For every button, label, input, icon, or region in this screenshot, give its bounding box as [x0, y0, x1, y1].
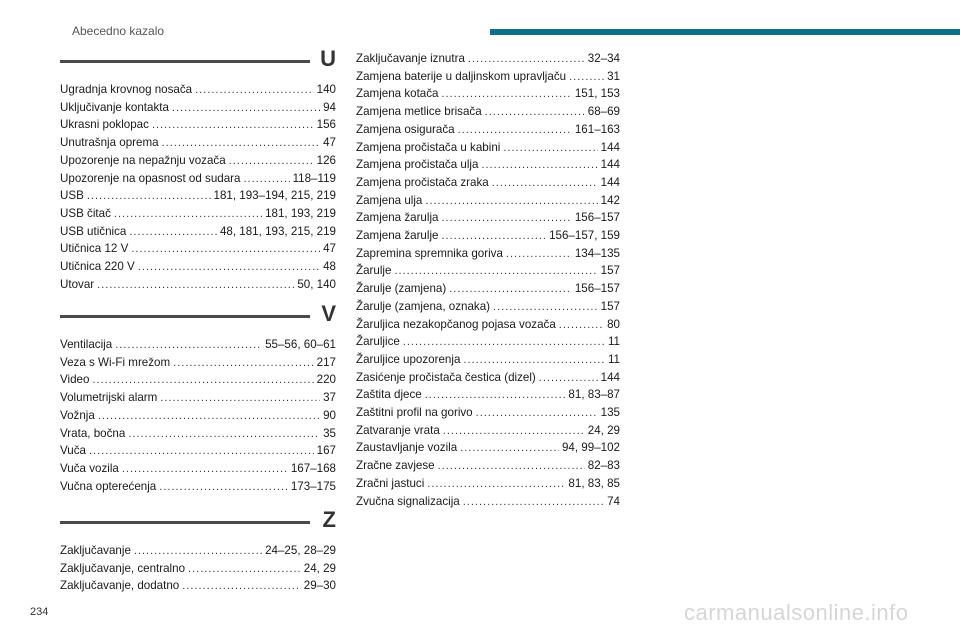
entry-page-ref: 118–119 — [292, 171, 336, 185]
entry-label: Zaustavljanje vozila — [356, 441, 458, 455]
dot-leader — [438, 458, 585, 472]
index-entry — [356, 475, 620, 493]
entry-page-ref: 11 — [607, 335, 620, 349]
entry-page-ref: 94, 99–102 — [561, 441, 620, 455]
section-divider — [60, 315, 310, 318]
dot-leader — [441, 228, 546, 242]
entry-label: Zaštita djece — [356, 388, 422, 402]
entry-label: Zamjena baterije u daljinskom upravljaču — [356, 69, 567, 83]
entry-label: Žarulje — [356, 264, 392, 278]
index-entry — [356, 262, 620, 280]
section-letter: U — [320, 46, 336, 71]
dot-leader — [128, 426, 320, 440]
index-entry — [356, 192, 620, 210]
entry-label: Žaruljica nezakopčanog pojasa vozača — [356, 317, 556, 331]
dot-leader — [188, 561, 301, 575]
dot-leader — [229, 153, 314, 167]
dot-leader — [394, 263, 597, 277]
index-entry — [60, 170, 336, 188]
index-entry — [356, 227, 620, 245]
entry-label: Žarulje (zamjena) — [356, 282, 447, 296]
entry-label: Vučna opterećenja — [60, 479, 157, 493]
entry-page-ref: 144 — [600, 175, 620, 189]
page-number: 234 — [30, 606, 49, 618]
entry-label: Zamjena ulja — [356, 193, 423, 207]
index-entry — [356, 245, 620, 263]
dot-leader — [160, 390, 320, 404]
section-divider — [60, 60, 310, 63]
index-entry — [60, 560, 336, 578]
entry-label: Utičnica 12 V — [60, 242, 129, 256]
index-entry — [60, 478, 336, 496]
index-entry — [60, 425, 336, 443]
entry-page-ref: 140 — [316, 83, 336, 96]
index-entry — [356, 121, 620, 139]
dot-leader — [425, 193, 597, 207]
entry-label: Video — [60, 373, 90, 387]
entry-page-ref: 173–175 — [290, 479, 336, 493]
index-entry — [60, 81, 336, 99]
index-entry — [356, 298, 620, 316]
dot-leader — [403, 334, 605, 348]
entry-page-ref: 134–135 — [574, 246, 620, 260]
index-entry — [60, 99, 336, 117]
dot-leader — [569, 69, 604, 83]
entry-label: Ventilacija — [60, 338, 113, 351]
index-entry — [60, 240, 336, 258]
entry-label: Zaštitni profil na gorivo — [356, 406, 473, 420]
entry-page-ref: 144 — [600, 370, 620, 384]
entry-page-ref: 181, 193, 219 — [265, 206, 336, 220]
entry-label: Upozorenje na opasnost od sudara — [60, 171, 241, 185]
dot-leader — [493, 299, 598, 313]
entry-page-ref: 90 — [323, 408, 336, 422]
entry-label: Veza s Wi-Fi mrežom — [60, 355, 171, 369]
entry-page-ref: 29–30 — [303, 579, 336, 593]
entry-page-ref: 156–157 — [574, 211, 620, 225]
entry-page-ref: 181, 193–194, 215, 219 — [213, 189, 336, 203]
dot-leader — [97, 277, 294, 291]
entry-label: Zaključavanje, dodatno — [60, 579, 180, 593]
entry-page-ref: 35 — [323, 426, 336, 440]
entry-label: Zamjena žarulje — [356, 229, 439, 243]
index-entry — [60, 205, 336, 223]
dot-leader — [162, 135, 320, 149]
section-letter: V — [321, 301, 336, 326]
index-entry — [60, 116, 336, 134]
index-entry — [60, 460, 336, 478]
section-v-header — [60, 301, 336, 335]
entry-label: Zamjena pročistača u kabini — [356, 140, 501, 154]
dot-leader — [159, 479, 288, 493]
entry-label: Zamjena pročistača zraka — [356, 175, 489, 189]
entry-page-ref: 24–25, 28–29 — [265, 544, 336, 557]
entry-label: USB — [60, 189, 84, 203]
entry-page-ref: 156 — [316, 118, 336, 132]
dot-leader — [114, 206, 262, 220]
index-entry — [356, 174, 620, 192]
entry-label: Zasićenje pročistača čestica (dizel) — [356, 370, 536, 384]
entry-label: Zračni jastuci — [356, 476, 425, 490]
dot-leader — [425, 387, 566, 401]
section-u-header — [60, 46, 336, 80]
entry-page-ref: 217 — [316, 355, 336, 369]
section-u — [60, 46, 336, 293]
entry-page-ref: 48 — [323, 260, 336, 274]
dot-leader — [492, 175, 598, 189]
header-title: Abecedno kazalo — [72, 24, 165, 38]
section-letter: Z — [322, 507, 336, 532]
dot-leader — [476, 405, 598, 419]
entry-label: Žaruljice — [356, 335, 400, 349]
index-entry — [356, 139, 620, 157]
index-entry — [356, 369, 620, 387]
index-entry — [356, 209, 620, 227]
entry-page-ref: 48, 181, 193, 215, 219 — [219, 224, 336, 238]
dot-leader — [87, 188, 211, 202]
entry-page-ref: 135 — [600, 406, 620, 420]
dot-leader — [115, 337, 262, 351]
entry-label: Vuča vozila — [60, 461, 119, 475]
entry-label: Zamjena kotača — [356, 87, 439, 101]
entry-page-ref: 81, 83, 85 — [568, 476, 620, 490]
index-entry — [356, 50, 620, 68]
index-entry — [60, 258, 336, 276]
entry-page-ref: 24, 29 — [303, 561, 336, 575]
dot-leader — [443, 423, 585, 437]
index-entry — [356, 457, 620, 475]
dot-leader — [468, 51, 585, 65]
entry-label: Utovar — [60, 277, 95, 291]
index-entry — [356, 493, 620, 511]
index-entry — [60, 276, 336, 294]
dot-leader — [559, 317, 604, 331]
entry-page-ref: 157 — [600, 264, 620, 278]
dot-leader — [92, 372, 313, 386]
index-entry — [356, 156, 620, 174]
entry-label: Vrata, bočna — [60, 426, 126, 440]
entry-page-ref: 32–34 — [587, 52, 620, 65]
entry-page-ref: 156–157 — [574, 282, 620, 296]
index-entry — [356, 280, 620, 298]
entry-label: Unutrašnja oprema — [60, 136, 159, 150]
entry-label: Zamjena osigurača — [356, 122, 455, 136]
entry-label: Vuča — [60, 444, 86, 458]
index-entry — [356, 386, 620, 404]
index-list — [60, 336, 336, 495]
index-list — [60, 542, 336, 595]
dot-leader — [449, 281, 572, 295]
entry-page-ref: 151, 153 — [574, 87, 620, 101]
entry-label: Zaključavanje iznutra — [356, 52, 465, 65]
entry-label: Uključivanje kontakta — [60, 100, 169, 114]
index-entry — [356, 85, 620, 103]
index-entry — [356, 404, 620, 422]
entry-page-ref: 11 — [607, 352, 620, 366]
entry-label: Žarulje (zamjena, oznaka) — [356, 299, 491, 313]
dot-leader — [427, 476, 565, 490]
entry-page-ref: 142 — [600, 193, 620, 207]
entry-label: Zatvaranje vrata — [356, 423, 440, 437]
index-entry — [60, 223, 336, 241]
index-entry — [60, 389, 336, 407]
entry-label: Ugradnja krovnog nosača — [60, 83, 193, 96]
entry-page-ref: 156–157, 159 — [549, 229, 620, 243]
index-entry — [60, 577, 336, 595]
dot-leader — [172, 100, 320, 114]
index-entry — [60, 152, 336, 170]
entry-label: Volumetrijski alarm — [60, 391, 158, 405]
entry-page-ref: 55–56, 60–61 — [265, 338, 336, 351]
index-entry — [60, 542, 336, 560]
entry-label: Zračne zavjese — [356, 459, 435, 473]
dot-leader — [195, 82, 314, 96]
entry-page-ref: 167 — [316, 444, 336, 458]
entry-page-ref: 82–83 — [587, 459, 620, 473]
index-entry — [356, 439, 620, 457]
index-entry — [356, 316, 620, 334]
index-entry — [60, 134, 336, 152]
dot-leader — [458, 122, 572, 136]
entry-page-ref: 47 — [323, 242, 336, 256]
dot-leader — [442, 86, 572, 100]
entry-page-ref: 68–69 — [587, 105, 620, 119]
dot-leader — [243, 171, 289, 185]
watermark: carmanualsonline.info — [684, 600, 909, 625]
dot-leader — [122, 461, 288, 475]
dot-leader — [134, 543, 262, 557]
entry-label: USB čitač — [60, 206, 111, 220]
entry-page-ref: 31 — [607, 69, 620, 83]
dot-leader — [485, 104, 585, 118]
entry-label: Zamjena žarulja — [356, 211, 439, 225]
entry-page-ref: 47 — [323, 136, 336, 150]
entry-page-ref: 144 — [600, 158, 620, 172]
entry-page-ref: 167–168 — [290, 461, 336, 475]
index-entry — [60, 187, 336, 205]
index-entry — [356, 422, 620, 440]
index-entry — [60, 442, 336, 460]
dot-leader — [138, 259, 320, 273]
index-entry — [356, 333, 620, 351]
index-entry — [60, 371, 336, 389]
entry-page-ref: 126 — [316, 153, 336, 167]
entry-label: Utičnica 220 V — [60, 260, 135, 274]
entry-label: Žaruljice upozorenja — [356, 352, 461, 366]
entry-page-ref: 157 — [600, 299, 620, 313]
index-entry — [356, 68, 620, 86]
entry-page-ref: 220 — [316, 373, 336, 387]
index-entry — [356, 103, 620, 121]
dot-leader — [506, 246, 572, 260]
entry-page-ref: 161–163 — [574, 122, 620, 136]
index-entry — [60, 407, 336, 425]
entry-label: Ukrasni poklopac — [60, 118, 149, 132]
entry-page-ref: 24, 29 — [587, 423, 620, 437]
dot-leader — [539, 370, 598, 384]
dot-leader — [503, 140, 597, 154]
section-z-header — [60, 507, 336, 541]
entry-page-ref: 74 — [607, 494, 620, 508]
index-column-right — [356, 49, 620, 510]
entry-label: Zvučna signalizacija — [356, 494, 460, 508]
entry-page-ref: 37 — [323, 391, 336, 405]
entry-page-ref: 94 — [323, 100, 336, 114]
entry-label: Zaključavanje — [60, 544, 131, 557]
dot-leader — [182, 578, 301, 592]
header-accent-bar — [490, 29, 960, 35]
dot-leader — [98, 408, 320, 422]
index-entry — [356, 351, 620, 369]
dot-leader — [463, 494, 604, 508]
entry-label: Zapremina spremnika goriva — [356, 246, 503, 260]
section-divider — [60, 521, 310, 524]
dot-leader — [481, 157, 597, 171]
entry-page-ref: 144 — [600, 140, 620, 154]
dot-leader — [129, 224, 217, 238]
entry-label: Zaključavanje, centralno — [60, 561, 186, 575]
index-entry — [60, 336, 336, 354]
entry-label: Zamjena metlice brisača — [356, 105, 482, 119]
dot-leader — [463, 352, 605, 366]
dot-leader — [131, 241, 320, 255]
dot-leader — [460, 440, 559, 454]
dot-leader — [152, 117, 314, 131]
index-list — [356, 50, 620, 510]
entry-page-ref: 81, 83–87 — [568, 388, 620, 402]
entry-label: Upozorenje na nepažnju vozača — [60, 153, 226, 167]
index-list — [60, 81, 336, 293]
entry-label: USB utičnica — [60, 224, 127, 238]
section-z — [60, 507, 336, 595]
dot-leader — [441, 210, 571, 224]
dot-leader — [89, 443, 314, 457]
dot-leader — [173, 355, 314, 369]
section-v — [60, 301, 336, 495]
entry-label: Zamjena pročistača ulja — [356, 158, 479, 172]
entry-page-ref: 80 — [607, 317, 620, 331]
entry-label: Vožnja — [60, 408, 95, 422]
index-entry — [60, 354, 336, 372]
entry-page-ref: 50, 140 — [297, 277, 336, 291]
